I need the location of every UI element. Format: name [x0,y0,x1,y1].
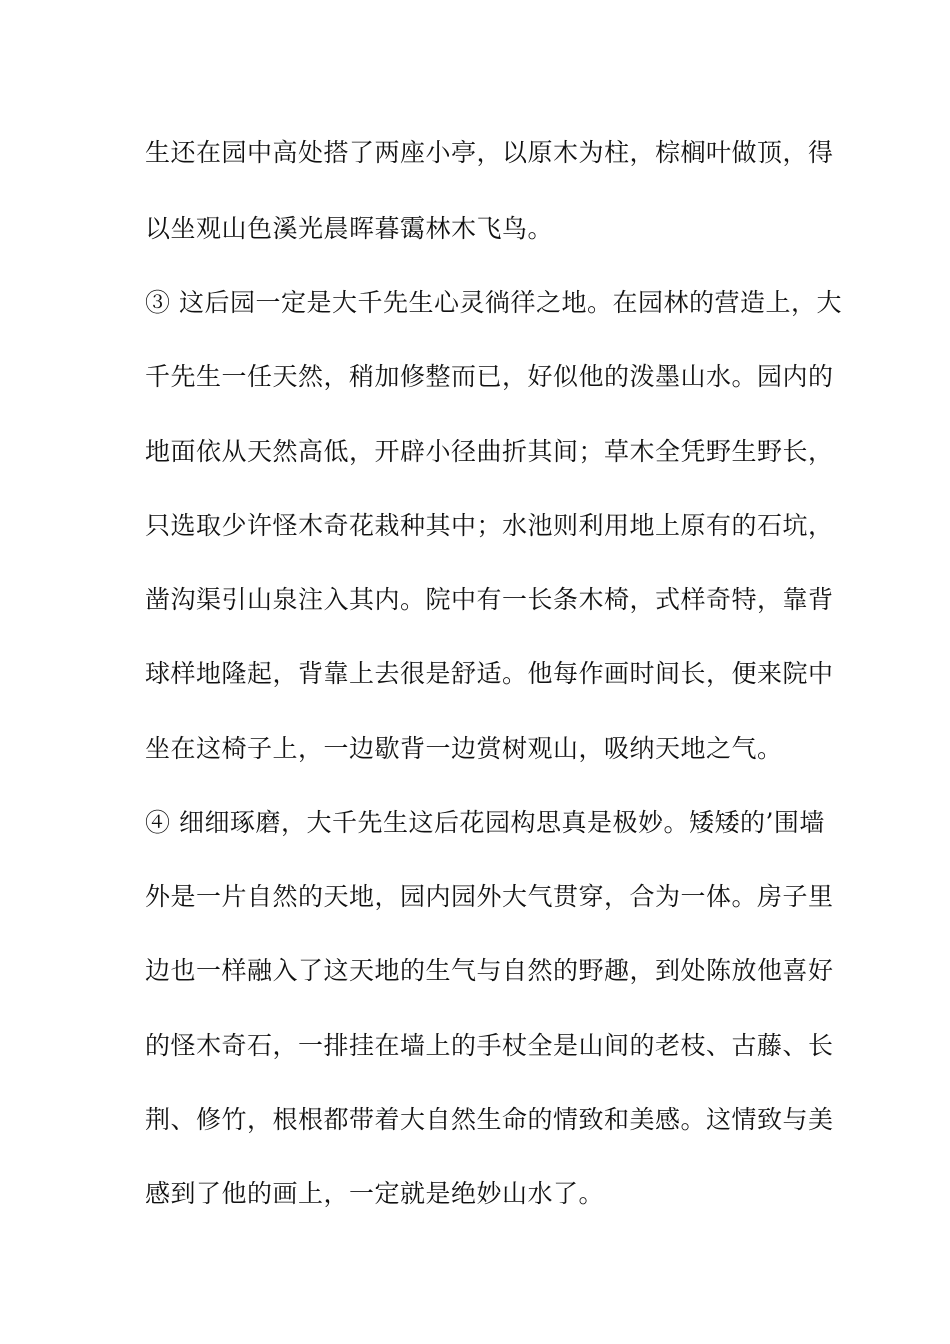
text-line: 只选取少许怪木奇花栽种其中；水池则利用地上原有的石坑， [145,511,834,540]
text-line: 生还在园中高处搭了两座小亭，以原木为柱，棕榈叶做顶，得 [145,138,834,167]
paragraph-4-start: ④ 细细琢磨，大千先生这后花园构思真是极妙。矮矮的’围墙 [145,808,825,837]
text-line: 的怪木奇石，一排挂在墙上的手杖全是山间的老枝、古藤、长 [145,1031,834,1060]
text-line: 地面依从天然高低，开辟小径曲折其间；草木全凭野生野长， [145,437,834,466]
text-line: 千先生一任天然，稍加修整而已，好似他的泼墨山水。园内的 [145,362,834,391]
text-line: 凿沟渠引山泉注入其内。院中有一长条木椅，式样奇特，靠背 [145,585,834,614]
paragraph-3-start: ③ 这后园一定是大千先生心灵徜徉之地。在园林的营造上，大 [145,288,842,317]
text-line: 以坐观山色溪光晨晖暮霭林木飞鸟。 [145,214,554,243]
text-line: 外是一片自然的天地，园内园外大气贯穿，合为一体。房子里 [145,882,834,911]
text-line: 球样地隆起，背靠上去很是舒适。他每作画时间长，便来院中 [145,659,834,688]
text-line: 坐在这椅子上，一边歇背一边赏树观山，吸纳天地之气。 [145,734,783,763]
text-line: 感到了他的画上，一定就是绝妙山水了。 [145,1179,605,1208]
text-line: 边也一样融入了这天地的生气与自然的野趣，到处陈放他喜好 [145,956,834,985]
text-line: 荆、修竹，根根都带着大自然生命的情致和美感。这情致与美 [145,1105,834,1134]
